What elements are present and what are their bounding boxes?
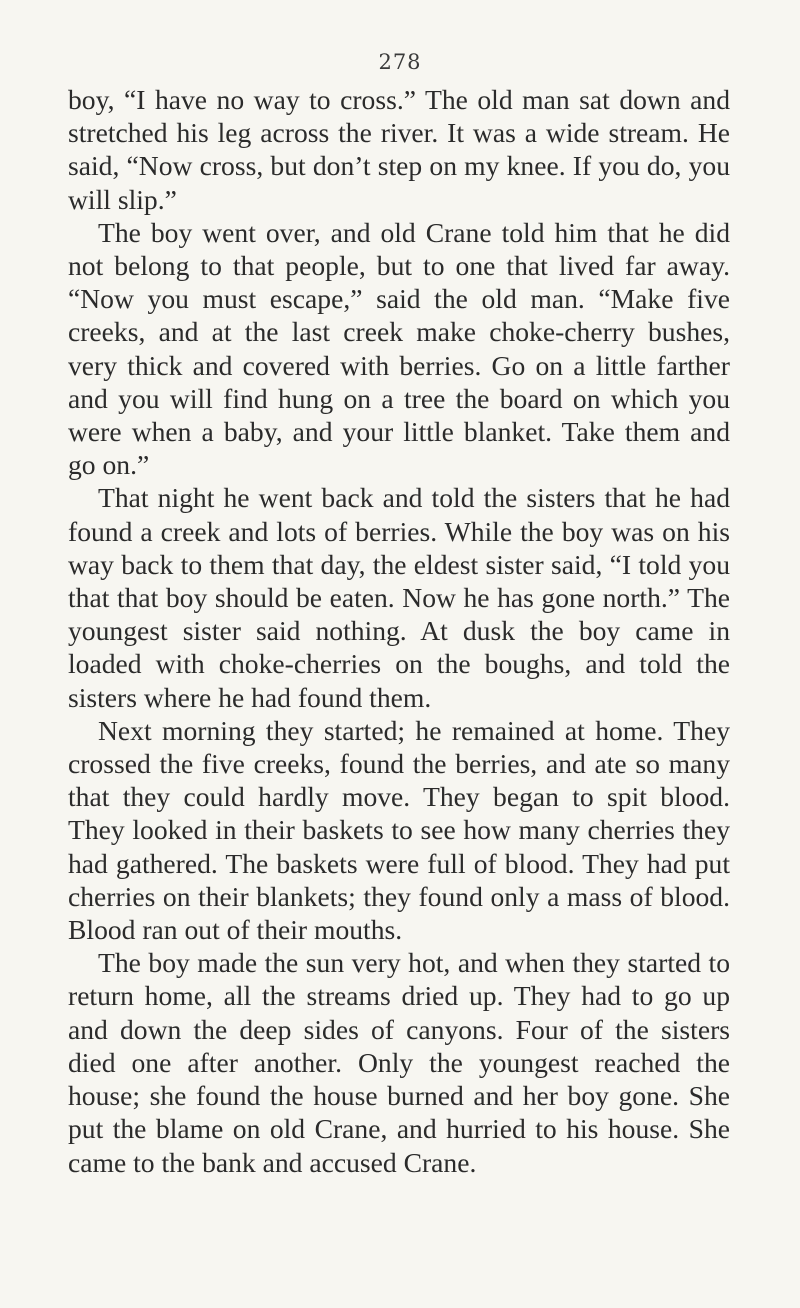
paragraph-continuation: boy, “I have no way to cross.” The old man sat down and stretched his leg across the river. It was a wide stream. He said, “Now cross, but don’t step on my knee. If you do, you will slip.” [68, 84, 730, 215]
body-text [68, 83, 730, 1179]
page-number: 278 [378, 50, 422, 74]
paragraph: That night he went back and told the sisters that he had found a creek and lots of berries. While the boy was on his way back to them that day, the eldest sister said, “I told you that that boy should be eaten. Now he has gone north.” The youngest sister said nothing. At dusk the boy came in loaded with choke-cherries on the boughs, and told the sisters where he had found them. [68, 482, 730, 713]
paragraph: The boy went over, and old Crane told him that he did not belong to that people, but to one that lived far away. “Now you must escape,” said the old man. “Make five creeks, and at the last creek make choke-cherry bushes, very thick and covered with berries. Go on a little farther and you will find hung on a tree the board on which you were when a baby, and your little blanket. Take them and go on.” [68, 216, 730, 481]
paragraph: Next morning they started; he remained at home. They crossed the five creeks, found the berries, and ate so many that they could hardly move. They began to spit blood. They looked in their baskets to see how many cherries they had gathered. The baskets were full of blood. They had put cherries on their blankets; they found only a mass of blood. Blood ran out of their mouths. [68, 714, 730, 946]
paragraph: The boy made the sun very hot, and when they started to return home, all the streams dried up. They had to go up and down the deep sides of canyons. Four of the sisters died one after another. Only the youngest reached the house; she found the house burned and her boy gone. She put the blame on old Crane, and hurried to his house. She came to the bank and accused Crane. [68, 947, 730, 1178]
